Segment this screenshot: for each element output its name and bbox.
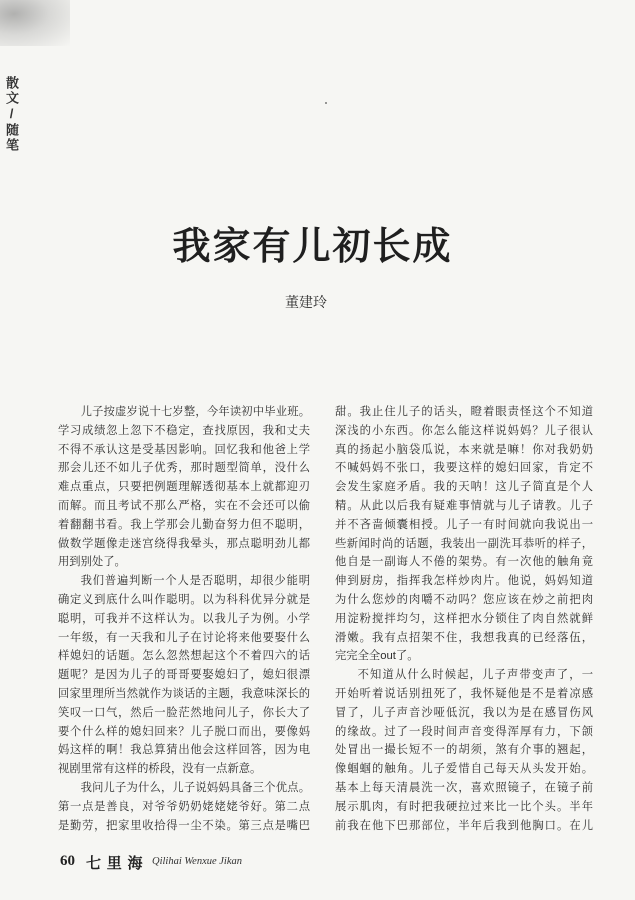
text-line: 他自是一副诲人不倦的架势。有一次他的触角竟 <box>335 556 593 569</box>
text-line: 像蝈蝈的触角。儿子爱惜自己每天从头发开始。 <box>335 763 593 776</box>
text-line: 聪明，可我并不这样认为。以我儿子为例。小学 <box>58 612 310 625</box>
text-line: 不得不承认这是受基因影响。回忆我和他爸上学 <box>58 443 310 456</box>
text-line: 着翻翻书看。我上学那会儿勤奋努力但不聪明， <box>58 518 310 531</box>
text-line: 些新闻时尚的话题，我装出一副洗耳恭听的样子， <box>335 537 593 550</box>
text-column-right <box>335 403 593 835</box>
text-line: 一年级，有一天我和儿子在讨论将来他要娶什么 <box>58 631 310 644</box>
scan-speck <box>325 102 327 104</box>
paragraph <box>335 403 593 666</box>
text-line: 妈这样的啊！我总算猜出他会这样回答，因为电 <box>58 744 310 757</box>
text-line: 滑嫩。我有点招架不住，我想我真的已经落伍， <box>335 631 593 644</box>
text-line: 前我在他下巴那部位，半年后我到他胸口。在儿 <box>335 819 593 832</box>
text-line: 伸到厨房，指挥我怎样炒肉片。他说，妈妈知道 <box>335 575 593 588</box>
text-line: 冒了，儿子声音沙哑低沉，我以为是在感冒伤风 <box>335 706 593 719</box>
text-line: 不知道从什么时候起，儿子声带变声了，一 <box>357 669 593 682</box>
text-column-left <box>58 403 310 835</box>
text-line: 完完全全out了。 <box>335 650 419 663</box>
text-line: 用到别处了。 <box>58 556 126 569</box>
text-line: 而解。而且考试不那么严格，实在不会还可以偷 <box>58 499 310 512</box>
text-line: 会发生家庭矛盾。我的天呐！这儿子简直是个人 <box>335 481 593 494</box>
text-line: 儿子按虚岁说十七岁整，今年读初中毕业班。 <box>80 406 310 418</box>
text-line: 我问儿子为什么，儿子说妈妈具备三个优点。 <box>80 781 310 794</box>
text-line: 第一点是善良，对爷爷奶奶姥姥姥爷好。第二点 <box>58 800 310 813</box>
text-line: 那会儿还不如儿子优秀，那时题型简单，没什么 <box>58 462 310 475</box>
text-line: 并不吝啬倾囊相授。儿子一有时间就向我说出一 <box>335 518 593 531</box>
text-line: 不喊妈妈不张口，我要这样的媳妇回家，肯定不 <box>335 462 593 475</box>
paragraph <box>58 572 310 779</box>
text-line: 精。从此以后我有疑难事情就与儿子请教。儿子 <box>335 499 593 512</box>
text-line: 是勤劳，把家里收拾得一尘不染。第三点是嘴巴 <box>58 819 310 832</box>
text-line: 开始听着说话别扭死了，我怀疑他是不是着凉感 <box>335 687 593 700</box>
magazine-name: 七 里 海 <box>86 856 144 872</box>
text-line: 用淀粉搅拌均匀，这样把水分锁住了肉自然就鲜 <box>335 612 593 625</box>
article-author: 董建玲 <box>285 294 327 310</box>
page-footer <box>58 851 318 873</box>
text-line: 要个什么样的媳妇回来？儿子脱口而出，要像妈 <box>58 725 310 738</box>
text-line: 处冒出一撮长短不一的胡须，煞有介事的翘起， <box>335 744 593 757</box>
text-line: 做数学题像走迷宫绕得我晕头，那点聪明劲儿都 <box>58 537 310 550</box>
magazine-pinyin: Qilihai Wenxue Jikan <box>152 856 243 867</box>
scan-shadow <box>0 0 70 46</box>
text-line: 的缘故。过了一段时间声音变得浑厚有力，下颌 <box>335 725 593 738</box>
section-label: 散文/随笔 <box>4 76 19 153</box>
text-line: 学习成绩忽上忽下不稳定，查找原因，我和丈夫 <box>58 424 310 437</box>
text-line: 基本上每天清晨洗一次，喜欢照镜子，在镜子前 <box>335 781 593 794</box>
text-line: 难点重点，只要把例题理解透彻基本上就都迎刃 <box>58 481 310 494</box>
page-number: 60 <box>60 853 75 869</box>
paragraph <box>58 403 310 572</box>
text-line: 视剧里常有这样的桥段，没有一点新意。 <box>58 763 262 776</box>
text-line: 为什么您炒的肉嚼不动吗？您应该在炒之前把肉 <box>335 593 593 606</box>
paragraph <box>58 779 310 835</box>
text-line: 确定义到底什么叫作聪明。以为科科优异分就是 <box>58 593 310 606</box>
text-line: 真的扬起小脑袋瓜说，本来就是嘛！你对我奶奶 <box>335 443 593 456</box>
article-title: 我家有儿初长成 <box>172 226 453 268</box>
text-line: 题呢？是因为儿子的哥哥要娶媳妇了，媳妇很漂 <box>58 669 310 682</box>
text-line: 我们普遍判断一个人是否聪明，却很少能明 <box>80 575 310 588</box>
text-line: 笑叹一口气，然后一脸茫然地问儿子，你长大了 <box>58 706 310 719</box>
text-line: 样媳妇的话题。怎么忽然想起这个不着四六的话 <box>58 650 310 663</box>
text-line: 展示肌肉，有时把我硬拉过来比一比个头。半年 <box>335 800 593 813</box>
paragraph <box>335 666 593 835</box>
text-line: 深浅的小东西。你怎么能这样说妈妈？儿子很认 <box>335 424 593 437</box>
text-line: 甜。我止住儿子的话头，瞪着眼责怪这个不知道 <box>335 406 593 418</box>
text-line: 回家里理所当然就作为谈话的主题，我意味深长的 <box>58 687 310 700</box>
